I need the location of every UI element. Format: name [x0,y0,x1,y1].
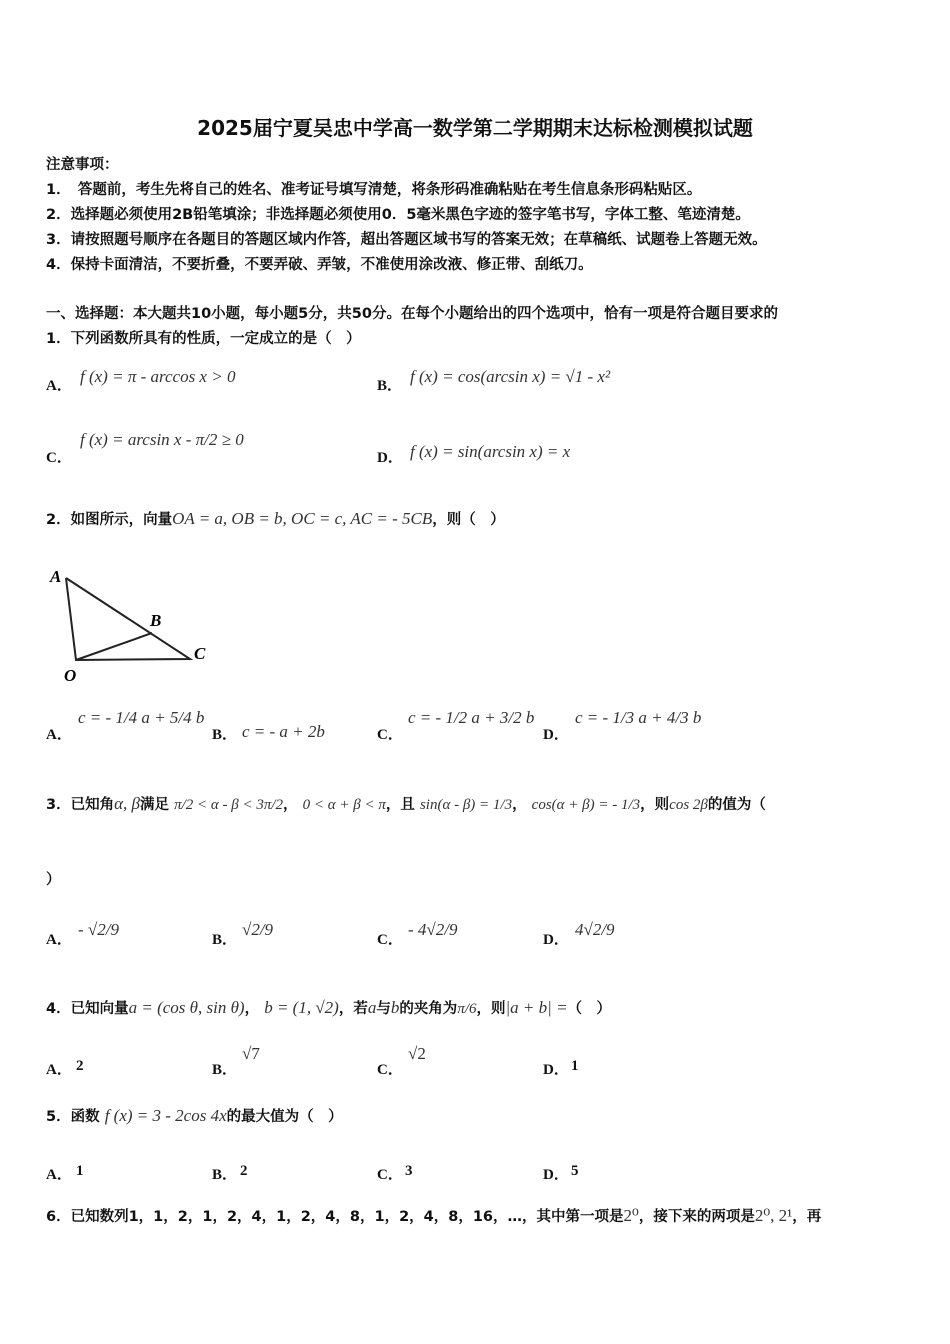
q4-option-a: 2 [76,1058,84,1074]
q4-tail: （ ） [567,1001,612,1017]
q2-option-d: c = - 1/3 a + 4/3 b [575,708,702,727]
notes-heading: 注意事项： [46,157,119,173]
q3-option-b: √2/9 [242,920,274,939]
triangle-figure [44,566,224,686]
q5-option-b: 2 [240,1163,248,1179]
q4-a: a [367,998,377,1017]
q3-angles: α, β [114,794,140,813]
q5-option-b-label: B． [212,1167,238,1183]
notes-item: 4．保持卡面清洁，不要折叠，不要弄破、弄皱，不准使用涂改液、修正带、刮纸刀。 [46,257,593,273]
q3-option-a: - √2/9 [78,920,119,939]
q4-option-d-label: D． [543,1062,569,1078]
q3-and: 且 [400,797,415,813]
q3-cond1-label: 满足 [139,797,169,813]
q4-angle: π/6 [457,1001,477,1017]
point-label-b: B [150,611,162,630]
q4-b: b [390,998,400,1017]
q5-option-d-label: D． [543,1167,569,1183]
q3-option-d-label: D． [543,932,569,948]
notes-item: 2．选择题必须使用2B铅笔填涂；非选择题必须使用0．5毫米黑色字迹的签字笔书写，字体工整、笔迹清楚。 [46,207,750,223]
q1-option-c-label: C． [46,450,72,466]
q2-stem-pre: 2．如图所示，向量 [46,512,173,528]
q1-option-b-label: B． [377,378,403,394]
q2-option-c: c = - 1/2 a + 3/2 b [408,708,535,727]
q5-stem [46,1105,343,1126]
q4-stem: 4．已知向量a = (cos θ, sin θ)， b = (1, √2)，若a与b的夹角为π/6，则|a + b| =（ ） [46,998,612,1017]
q4-option-a-label: A． [46,1062,72,1078]
q2-option-a-label: A． [46,727,72,743]
q4-stem-pre: 4．已知向量 [46,1001,129,1017]
q4-angle-text: 的夹角为 [399,1001,458,1017]
q2-stem-post: ，则（ ） [432,512,505,528]
q5-func: f (x) = 3 - 2cos 4x [104,1106,227,1125]
q4-option-c: √2 [408,1044,426,1063]
q5-option-a: 1 [76,1163,84,1179]
q1-stem: 1．下列函数所具有的性质，一定成立的是（ ） [46,331,361,347]
notes-item: 1． 答题前，考生先将自己的姓名、准考证号填写清楚，将条形码准确粘贴在考生信息条形码粘贴区。 [46,182,702,198]
q2-stem [46,508,505,529]
q5-option-d: 5 [571,1163,579,1179]
q3-option-a-label: A． [46,932,72,948]
point-label-o: O [64,666,77,685]
section-heading: 一、选择题：本大题共10小题，每小题5分，共50分。在每个小题给出的四个选项中，恰有一项是符合题目要求的 [46,306,778,322]
q2-option-b-label: B． [212,727,238,743]
q3-sin: sin(α - β) = 1/3 [419,797,513,813]
q4-option-b: √7 [242,1044,260,1063]
page-title: 2025届宁夏吴忠中学高一数学第二学期期末达标检测模拟试题 [197,116,753,140]
q2-option-a: c = - 1/4 a + 5/4 b [78,708,205,727]
triangle-edges [66,578,190,660]
q3-cos: cos(α + β) = - 1/3 [531,797,641,813]
q4-ze: 则 [491,1001,506,1017]
q4-ruo: 若 [353,1001,368,1017]
q2-stem-math: OA = a, OB = b, OC = c, AC = - 5CB [172,509,433,528]
q3-tail: 的值为（ [707,797,766,813]
q3-cond1: π/2 < α - β < 3π/2 [174,797,284,813]
q3-stem: 3．已知角α, β满足 π/2 < α - β < 3π/2， 0 < α + β < π，且 sin(α - β) = 1/3， cos(α + β) = - 1/3，则cos 2β的值为（ [46,794,766,813]
q4-option-b-label: B． [212,1062,238,1078]
q5-option-a-label: A． [46,1167,72,1183]
q5-option-c-label: C． [377,1167,403,1183]
q1-option-c: f (x) = arcsin x - π/2 ≥ 0 [80,430,244,449]
q6-next: 2⁰, 2¹ [754,1206,793,1225]
q5-stem-pre: 5．函数 [46,1109,100,1125]
notes-item: 3．请按照题号顺序在各题目的答题区域内作答，超出答题区域书写的答案无效；在草稿纸、试题卷上答题无效。 [46,232,767,248]
segment-ob [76,633,152,660]
q4-option-d: 1 [571,1058,579,1074]
q5-option-c: 3 [405,1163,413,1179]
q1-option-d-label: D． [377,450,403,466]
q6-first: 2⁰ [623,1206,639,1225]
q3-target: cos 2β [669,797,708,813]
q6-stem [46,1205,821,1226]
q1-option-d: f (x) = sin(arcsin x) = x [410,442,571,461]
q3-option-b-label: B． [212,932,238,948]
q2-option-c-label: C． [377,727,403,743]
q1-option-a-label: A． [46,378,72,394]
q4-a-def: a = (cos θ, sin θ) [128,998,245,1017]
q2-option-d-label: D． [543,727,569,743]
q4-b-def: b = (1, √2) [264,998,339,1017]
q5-stem-post: 的最大值为（ ） [226,1109,343,1125]
q3-option-c-label: C． [377,932,403,948]
q3-option-c: - 4√2/9 [408,920,458,939]
q1-option-b: f (x) = cos(arcsin x) = √1 - x² [410,367,611,386]
q3-close: ） [46,872,61,888]
q6-stem-pre: 6．已知数列1，1，2，1，2，4，1，2，4，8，1，2，4，8，16，…，其中第一项是 [46,1209,624,1225]
point-label-a: A [50,567,62,586]
q1-option-a: f (x) = π - arccos x > 0 [80,367,236,386]
q6-mid: ，接下来的两项是 [638,1209,755,1225]
q4-option-c-label: C． [377,1062,403,1078]
q3-stem-pre: 3．已知角 [46,797,115,813]
q3-option-d: 4√2/9 [575,920,615,939]
point-label-c: C [194,644,206,663]
q4-expr: |a + b| = [505,998,568,1017]
q6-tail: ，再 [792,1209,822,1225]
q3-then: 则 [654,797,670,813]
q4-yu: 与 [376,1001,391,1017]
q2-option-b: c = - a + 2b [242,722,325,741]
q3-cond2: 0 < α + β < π [302,797,386,813]
